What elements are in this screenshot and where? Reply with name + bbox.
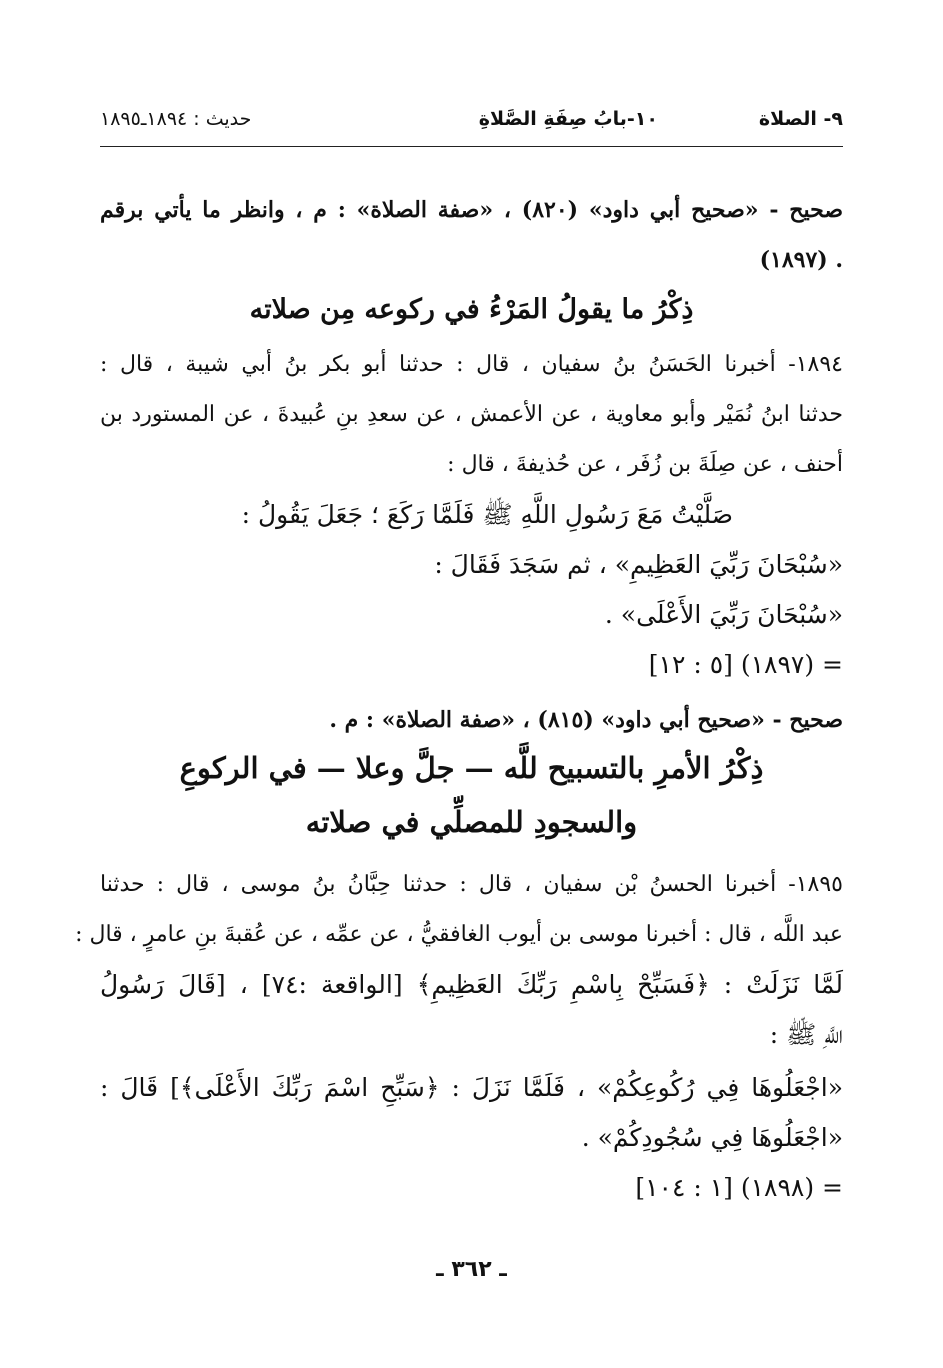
- header-rule: [100, 146, 843, 147]
- matn-line-1: صَلَّيْتُ مَعَ رَسُولِ اللَّهِ ﷺ فَلَمَّا رَكَعَ ؛ جَعَلَ يَقُولُ :: [241, 500, 733, 529]
- matn-line-7: «اجْعَلُوهَا فِي سُجُودِكُمْ» .: [581, 1123, 843, 1152]
- page-number: ـ ٣٦٢ ـ: [436, 1257, 507, 1282]
- running-header: [100, 108, 843, 140]
- section-title-1: ذِكْرُ ما يقولُ المَرْءُ في ركوعه مِن صلاته: [249, 294, 694, 325]
- isnad-line-5: عبد اللَّه ، قال : أخبرنا موسى بن أيوب الغافقيُّ ، عن عمِّه ، عن عُقبةَ بنِ عامرٍ ، قال :: [75, 922, 843, 947]
- section-title-2a: ذِكْرُ الأمرِ بالتسبيح للَّه — جلَّ وعلا — في الركوعِ: [179, 751, 764, 785]
- chapter-title: ٩- الصلاة: [758, 108, 843, 130]
- takhrij-line-1: صحيح - «صحيح أبي داود» (٨٢٠) ، «صفة الصلاة» : م ، وانظر ما يأتي برقم: [100, 197, 843, 223]
- section-title-2b: والسجودِ للمصلِّي في صلاته: [305, 805, 638, 839]
- matn-line-6: «اجْعَلُوهَا فِي رُكُوعِكُمْ» ، فَلَمَّا نَزَلَ : ﴿سَبِّحِ اسْمَ رَبِّكَ الأَعْلَى﴾] قَالَ :: [100, 1073, 843, 1102]
- page-body: [75, 190, 843, 1228]
- matn-line-4: لَمَّا نَزَلَتْ : ﴿فَسَبِّحْ بِاسْمِ رَبِّكَ العَظِيمِ﴾ [الواقعة :٧٤] ، [قَالَ رَسُولُ: [100, 970, 843, 999]
- takhrij-line-2: . (١٨٩٧): [759, 247, 843, 273]
- isnad-line-4: ١٨٩٥- أخبرنا الحسنُ بْن سفيان ، قال : حدثنا حِبَّانُ بنُ موسى ، قال : حدثنا: [100, 872, 843, 897]
- isnad-line-1: ١٨٩٤- أخبرنا الحَسَنُ بنُ سفيان ، قال : حدثنا أبو بكر بنُ أبي شيبة ، قال :: [100, 352, 843, 377]
- cross-ref-2: = (١٨٩٨) [١ : ١٠٤]: [635, 1173, 843, 1202]
- bab-title: ١٠-بابُ صِفَةِ الصَّلاةِ: [478, 108, 658, 130]
- takhrij-line-3: صحيح - «صحيح أبي داود» (٨١٥) ، «صفة الصلاة» : م .: [329, 707, 843, 733]
- matn-line-3: «سُبْحَانَ رَبِّيَ الأَعْلَى» .: [604, 600, 843, 629]
- matn-line-2: «سُبْحَانَ رَبِّيَ العَظِيمِ» ، ثم سَجَدَ فَقَالَ :: [434, 550, 843, 579]
- isnad-line-2: حدثنا ابنُ نُمَيْر وأبو معاوية ، عن الأعمش ، عن سعدِ بنِ عُبيدةَ ، عن المستورد بن: [100, 402, 843, 427]
- hadith-range: حديث : ١٨٩٤ـ١٨٩٥: [100, 108, 252, 130]
- cross-ref-1: = (١٨٩٧) [٥ : ١٢]: [648, 650, 843, 679]
- isnad-line-3: أحنف ، عن صِلَةَ بن زُفَر ، عن حُذيفةَ ، قال :: [447, 452, 843, 477]
- matn-line-5: اللَّهِ ﷺ :: [769, 1020, 843, 1049]
